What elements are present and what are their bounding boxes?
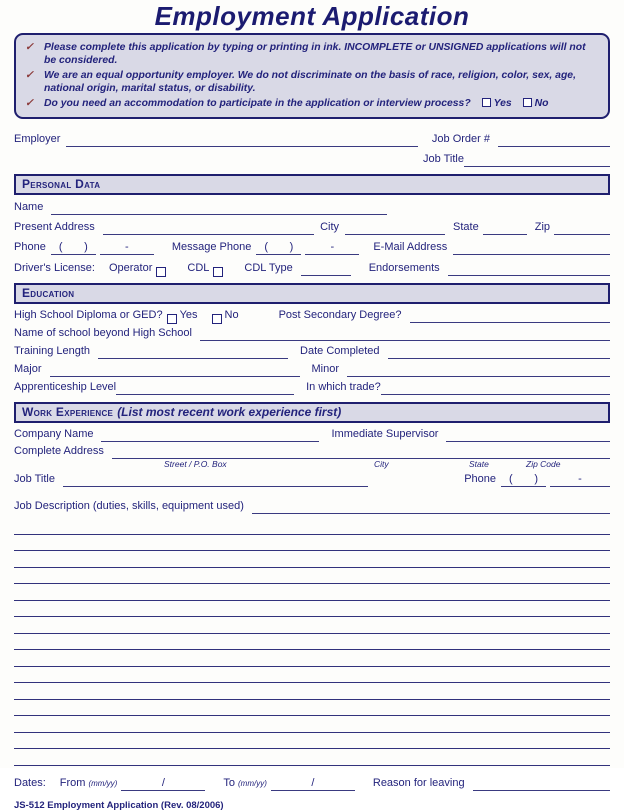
complete-address-row	[14, 444, 610, 459]
employer-field[interactable]	[66, 132, 417, 147]
to-label: To	[223, 776, 235, 789]
training-length-row	[14, 344, 610, 359]
school-beyond-row	[14, 326, 610, 341]
street-po-box-label: Street / P.O. Box	[164, 459, 227, 469]
drivers-license-label: Driver's License:	[14, 262, 95, 274]
phone-row	[14, 240, 610, 255]
blank-line[interactable]	[14, 535, 610, 552]
apprenticeship-row	[14, 380, 610, 395]
blank-line[interactable]	[14, 568, 610, 585]
date-completed-field[interactable]	[388, 344, 610, 359]
employer-label: Employer	[14, 133, 61, 145]
blank-line[interactable]	[14, 749, 610, 766]
diploma-no-checkbox[interactable]	[212, 314, 222, 324]
cdl-type-field[interactable]	[301, 261, 351, 276]
work-job-title-field[interactable]	[63, 472, 368, 487]
work-job-title-row	[14, 472, 610, 487]
endorsements-label: Endorsements	[368, 262, 440, 274]
job-description-field[interactable]	[252, 499, 610, 514]
dates-row	[14, 776, 610, 791]
blank-line[interactable]	[14, 683, 610, 700]
notice-item	[25, 97, 599, 110]
checkmark-icon: ✓	[25, 69, 34, 81]
minor-label: Minor	[311, 363, 340, 375]
blank-line[interactable]	[14, 551, 610, 568]
zip-label: Zip	[534, 221, 550, 233]
dates-label: Dates:	[14, 776, 46, 789]
training-length-label: Training Length	[14, 345, 91, 357]
blank-line[interactable]	[14, 700, 610, 717]
email-label: E-Mail Address	[373, 241, 448, 253]
work-city-label: City	[374, 459, 389, 469]
accommodation-question: Do you need an accommodation to participate in the application or interview process?	[44, 98, 471, 109]
diploma-yes-checkbox[interactable]	[167, 314, 177, 324]
present-address-label: Present Address	[14, 221, 95, 233]
message-phone-area-code-field[interactable]: ( )	[256, 240, 301, 255]
endorsements-field[interactable]	[448, 261, 610, 276]
work-zip-label: Zip Code	[526, 459, 561, 469]
job-title-field[interactable]	[464, 152, 610, 167]
supervisor-field[interactable]	[446, 427, 610, 442]
no-label: No	[224, 309, 239, 321]
post-secondary-label: Post Secondary Degree?	[278, 309, 402, 321]
notice-item	[25, 41, 599, 67]
minor-field[interactable]	[347, 362, 610, 377]
hs-diploma-label: High School Diploma or GED?	[14, 309, 163, 321]
education-title: Education	[22, 286, 75, 300]
blank-line[interactable]	[14, 650, 610, 667]
phone-area-code-field[interactable]: ( )	[51, 240, 96, 255]
work-job-title-label: Job Title	[14, 473, 55, 485]
hs-diploma-row	[14, 308, 610, 323]
name-label: Name	[14, 201, 44, 213]
date-completed-label: Date Completed	[300, 345, 380, 357]
apprenticeship-label: Apprenticeship Level	[14, 381, 117, 393]
blank-line[interactable]	[14, 617, 610, 634]
to-date-field[interactable]: /	[271, 776, 355, 791]
accommodation-no-checkbox[interactable]	[523, 98, 532, 107]
company-name-row	[14, 427, 610, 442]
work-phone-number-field[interactable]: -	[550, 472, 610, 487]
major-field[interactable]	[50, 362, 300, 377]
reason-for-leaving-field[interactable]	[473, 776, 610, 791]
checkmark-icon: ✓	[25, 41, 34, 53]
cdl-type-label: CDL Type	[244, 262, 293, 274]
apprenticeship-field[interactable]	[116, 380, 294, 395]
message-phone-label: Message Phone	[171, 241, 252, 253]
job-title-label: Job Title	[423, 153, 464, 165]
zip-field[interactable]	[554, 220, 610, 235]
no-label: No	[534, 98, 549, 109]
accommodation-yes-checkbox[interactable]	[482, 98, 491, 107]
supervisor-label: Immediate Supervisor	[331, 428, 439, 440]
company-name-field[interactable]	[101, 427, 319, 442]
phone-number-field[interactable]: -	[100, 240, 154, 255]
employer-row	[14, 132, 610, 147]
email-field[interactable]	[453, 240, 610, 255]
notice-text: We are an equal opportunity employer. We do not discriminate on the basis of race, religion, color, sex, age, national origin, marital status, or disability.	[44, 70, 576, 94]
cdl-label: CDL	[187, 262, 210, 274]
major-label: Major	[14, 363, 42, 375]
blank-line[interactable]	[14, 584, 610, 601]
yes-label: Yes	[493, 98, 512, 109]
work-state-label: State	[469, 459, 489, 469]
job-description-label: Job Description (duties, skills, equipment used)	[14, 500, 244, 512]
education-header	[14, 283, 610, 304]
training-length-field[interactable]	[98, 344, 288, 359]
from-date-field[interactable]: /	[121, 776, 205, 791]
present-address-field[interactable]	[103, 220, 314, 235]
personal-data-title: Personal Data	[22, 177, 101, 191]
blank-line[interactable]	[14, 667, 610, 684]
from-mmyy-label: (mm/yy)	[88, 778, 118, 788]
notice-item	[25, 69, 599, 95]
phone-label: Phone	[14, 241, 46, 253]
from-label: From	[59, 776, 86, 789]
job-order-label: Job Order #	[431, 133, 490, 145]
job-order-field[interactable]	[498, 132, 610, 147]
form-number-footer: JS-512 Employment Application (Rev. 08/2006)	[14, 799, 224, 811]
notice-text: Please complete this application by typing or printing in ink. INCOMPLETE or UNSIGNED applications will not be considered.	[44, 42, 586, 66]
present-address-row	[14, 220, 610, 235]
blank-line[interactable]	[14, 716, 610, 733]
school-beyond-field[interactable]	[200, 326, 610, 341]
work-experience-title: Work Experience	[22, 405, 114, 419]
school-beyond-label: Name of school beyond High School	[14, 327, 192, 339]
job-description-lines	[14, 518, 610, 766]
operator-checkbox[interactable]	[156, 267, 166, 277]
work-phone-area-code-field[interactable]: ( )	[501, 472, 546, 487]
notice-box	[14, 33, 610, 119]
complete-address-label: Complete Address	[14, 445, 104, 457]
major-row	[14, 362, 610, 377]
complete-address-field[interactable]	[112, 444, 610, 459]
cdl-checkbox[interactable]	[213, 267, 223, 277]
name-row	[14, 200, 610, 215]
to-mmyy-label: (mm/yy)	[237, 778, 267, 788]
state-field[interactable]	[483, 220, 527, 235]
page-title: Employment Application	[154, 1, 470, 31]
blank-line[interactable]	[14, 601, 610, 618]
work-experience-subtitle: (List most recent work experience first)	[117, 405, 342, 419]
blank-line[interactable]	[14, 518, 610, 535]
city-label: City	[320, 221, 340, 233]
yes-label: Yes	[179, 309, 198, 321]
checkmark-icon: ✓	[25, 97, 34, 109]
notice-text	[44, 97, 548, 110]
state-label: State	[453, 221, 479, 233]
reason-for-leaving-label: Reason for leaving	[372, 776, 465, 789]
operator-label: Operator	[108, 262, 153, 274]
company-name-label: Company Name	[14, 428, 94, 440]
name-field[interactable]	[51, 200, 387, 215]
job-title-row	[14, 152, 610, 167]
job-description-row	[14, 499, 610, 514]
work-experience-header	[14, 402, 610, 423]
work-phone-label: Phone	[464, 473, 496, 485]
drivers-license-row	[14, 261, 610, 276]
trade-label: In which trade?	[306, 381, 381, 393]
post-secondary-field[interactable]	[410, 308, 610, 323]
address-sublabels-row	[14, 459, 610, 470]
blank-line[interactable]	[14, 634, 610, 651]
personal-data-header	[14, 174, 610, 195]
message-phone-number-field[interactable]: -	[305, 240, 359, 255]
trade-field[interactable]	[381, 380, 610, 395]
blank-line[interactable]	[14, 733, 610, 750]
city-field[interactable]	[345, 220, 445, 235]
